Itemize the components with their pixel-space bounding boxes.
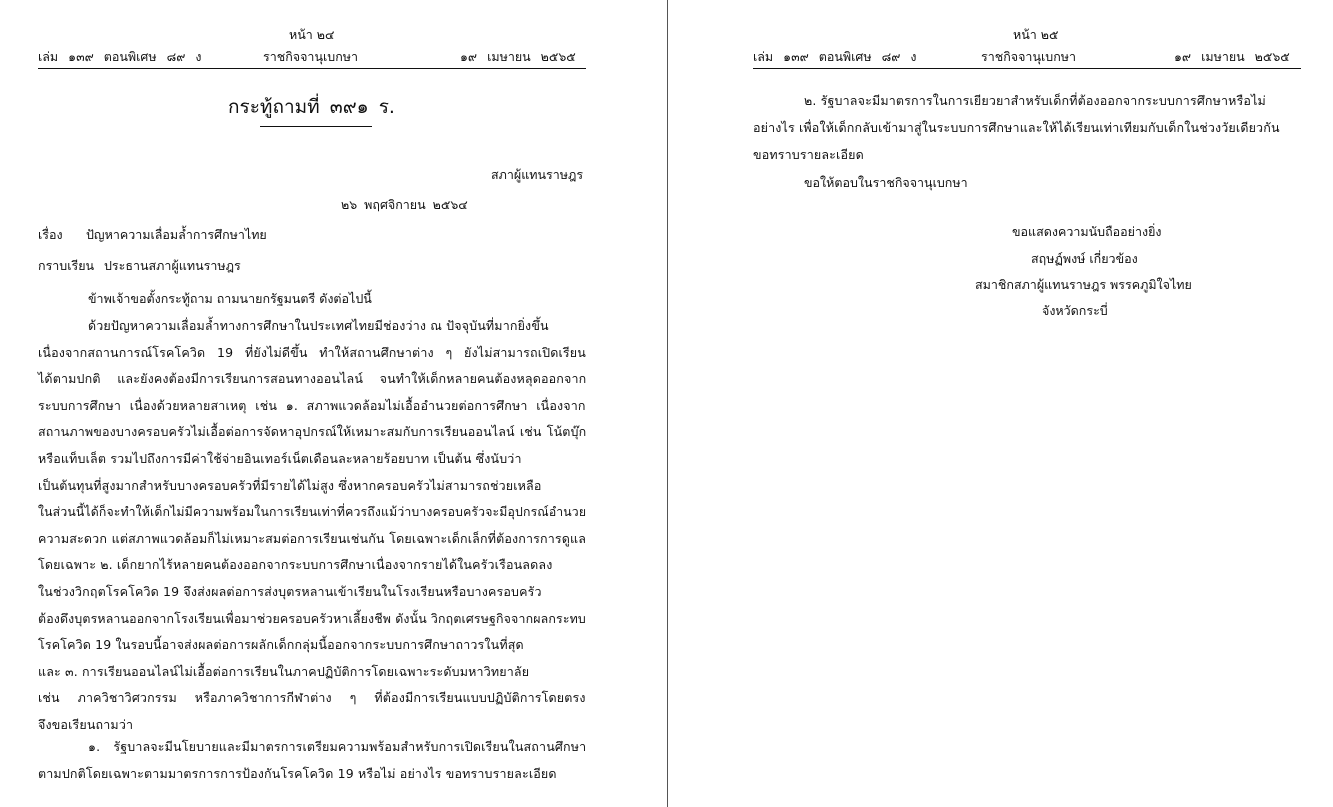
text-line: โดยเฉพาะ ๒. เด็กยากไร้หลายคนต้องออกจากระบบการศึกษาเนื่องจากรายได้ในครัวเรือนลดลง (38, 557, 553, 573)
text-line: หรือแท็บเล็ต รวมไปถึงการมีค่าใช้จ่ายอินเทอร์เน็ตเดือนละหลายร้อยบาท เป็นต้น ซึ่งนับว่า (38, 451, 522, 466)
signer-name: สฤษฏ์พงษ์ เกี่ยวข้อง (1031, 251, 1138, 266)
closing: ขอแสดงความนับถืออย่างยิ่ง (1012, 224, 1162, 239)
left-page (0, 0, 666, 807)
salutation-label: กราบเรียน (38, 258, 95, 273)
header-date: ๑๙ เมษายน ๒๕๖๕ (460, 49, 576, 64)
text-line: ๑. รัฐบาลจะมีนโยบายและมีมาตรการเตรียมความพร้อมสำหรับการเปิดเรียนในสถานศึกษา (88, 739, 587, 754)
text-line: ตามปกติโดยเฉพาะตามมาตรการการป้องกันโรคโควิด 19 หรือไม่ อย่างไร ขอทราบรายละเอียด (38, 766, 557, 781)
header-volume: เล่ม ๑๓๙ ตอนพิเศษ ๘๙ ง (38, 49, 202, 64)
text-line: เป็นต้นทุนที่สูงมากสำหรับบางครอบครัวที่มีรายได้ไม่สูง ซึ่งหากครอบครัวไม่สามารถช่วยเหลือ (38, 477, 542, 493)
text-line: เช่น ภาควิชาวิศวกรรม หรือภาควิชาการกีฬาต่าง ๆ ที่ต้องมีการเรียนแบบปฏิบัติการโดยตรง (38, 690, 586, 706)
text-line: และ ๓. การเรียนออนไลน์ไม่เอื้อต่อการเรียนในภาคปฏิบัติการโดยเฉพาะระดับมหาวิทยาลัย (38, 663, 530, 679)
page-number: หน้า ๒๔ (289, 27, 335, 42)
header-publication: ราชกิจจานุเบกษา (263, 49, 359, 64)
text-line: ระบบการศึกษา เนื่องด้วยหลายสาเหตุ เช่น ๑. สภาพแวดล้อมไม่เอื้ออำนวยต่อการศึกษา เนื่องจาก (38, 397, 586, 413)
header-rule (38, 68, 586, 69)
page-number: หน้า ๒๕ (1013, 27, 1059, 42)
subject: ปัญหาความเลื่อมล้ำการศึกษาไทย (86, 227, 267, 242)
text-line: ขอทราบรายละเอียด (753, 147, 864, 162)
intro-paragraph: ข้าพเจ้าขอตั้งกระทู้ถาม ถามนายกรัฐมนตรี ดังต่อไปนี้ (88, 291, 372, 306)
salutation: ประธานสภาผู้แทนราษฎร (104, 258, 241, 273)
letter-date: ๒๖ พฤศจิกายน ๒๕๖๔ (341, 197, 468, 212)
text-line: ต้องดึงบุตรหลานออกจากโรงเรียนเพื่อมาช่วยครอบครัวหาเลี้ยงชีพ ดังนั้น วิกฤตเศรษฐกิจจากผลกระทบ (38, 610, 586, 626)
text-line: โรคโควิด 19 ในรอบนี้อาจส่งผลต่อการผลักเด็กกลุ่มนี้ออกจากระบบการศึกษาถาวรในที่สุด (38, 637, 524, 653)
header-rule (753, 68, 1301, 69)
text-line: ด้วยปัญหาความเลื่อมล้ำทางการศึกษาในประเทศไทยมีช่องว่าง ณ ปัจจุบันที่มากยิ่งขึ้น (88, 318, 549, 333)
text-line: ๒. รัฐบาลจะมีมาตรการในการเยียวยาสำหรับเด็กที่ต้องออกจากระบบการศึกษาหรือไม่ (804, 93, 1266, 108)
title-underline (260, 126, 372, 127)
document-title: กระทู้ถามที่ ๓๙๑ ร. (228, 96, 395, 118)
header-volume: เล่ม ๑๓๙ ตอนพิเศษ ๘๙ ง (753, 49, 917, 64)
text-line: ความสะดวก แต่สภาพแวดล้อมก็ไม่เหมาะสมต่อการเรียนเช่นกัน โดยเฉพาะเด็กเล็กที่ต้องการการดูแล (38, 530, 587, 546)
text-line: เนื่องจากสถานการณ์โรคโควิด 19 ที่ยังไม่ดีขึ้น ทำให้สถานศึกษาต่าง ๆ ยังไม่สามารถเปิดเรียน (38, 344, 586, 360)
sender: สภาผู้แทนราษฎร (491, 167, 584, 182)
header-date: ๑๙ เมษายน ๒๕๖๕ (1174, 49, 1290, 64)
signer-province: จังหวัดกระบี่ (1042, 303, 1108, 318)
header-publication: ราชกิจจานุเบกษา (981, 49, 1077, 64)
text-line: จึงขอเรียนถามว่า (38, 717, 134, 732)
text-line: ในช่วงวิกฤตโรคโควิด 19 จึงส่งผลต่อการส่งบุตรหลานเข้าเรียนในโรงเรียนหรือบางครอบครัว (38, 584, 542, 599)
text-line: อย่างไร เพื่อให้เด็กกลับเข้ามาสู่ในระบบการศึกษาและให้ได้เรียนเท่าเทียมกับเด็กในช่วงวัยเดียวกัน (753, 120, 1280, 135)
text-line: สถานภาพของบางครอบครัวไม่เอื้อต่อการจัดหาอุปกรณ์ให้เหมาะสมกับการเรียนออนไลน์ เช่น โน้ตบุ๊ก (38, 424, 587, 440)
text-line: ได้ตามปกติ และยังคงต้องมีการเรียนการสอนทางออนไลน์ จนทำให้เด็กหลายคนต้องหลุดออกจาก (38, 371, 587, 387)
subject-label: เรื่อง (38, 227, 63, 242)
answer-request: ขอให้ตอบในราชกิจจานุเบกษา (804, 175, 968, 190)
signer-position: สมาชิกสภาผู้แทนราษฎร พรรคภูมิใจไทย (975, 277, 1192, 292)
right-page (668, 0, 1333, 807)
text-line: ในส่วนนี้ได้ก็จะทำให้เด็กไม่มีความพร้อมในการเรียนเท่าที่ควรถึงแม้ว่าบางครอบครัวจะมีอุปกรณ์อำนวย (38, 504, 587, 520)
